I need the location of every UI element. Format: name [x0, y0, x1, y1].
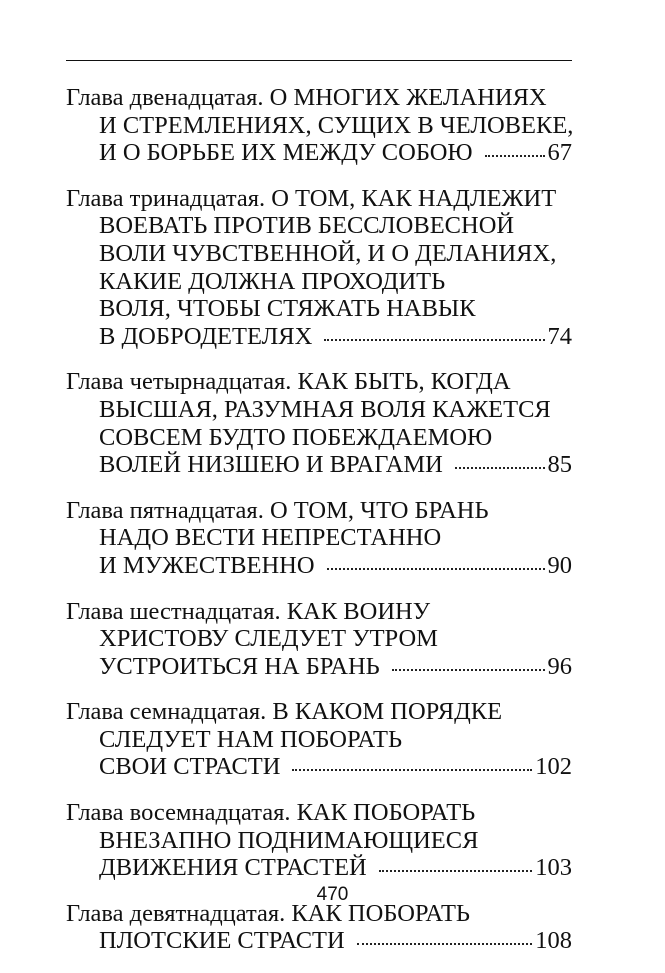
- toc-page-number: 108: [535, 927, 572, 955]
- toc-entry-heading: Глава восемнадцатая. КАК ПОБОРАТЬ: [66, 799, 476, 827]
- dot-leader: [379, 870, 532, 872]
- toc-page-number: 67: [547, 139, 572, 167]
- toc-entry-heading: Глава пятнадцатая. О ТОМ, ЧТО БРАНЬ: [66, 496, 489, 524]
- toc-entry-line: СВОИ СТРАСТИ: [99, 753, 281, 781]
- toc-entry-last-line: [66, 854, 572, 882]
- toc-page-number: 74: [547, 322, 572, 350]
- toc-page-number: 103: [535, 854, 572, 882]
- toc-entry-line: И СТРЕМЛЕНИЯХ, СУЩИХ В ЧЕЛОВЕКЕ,: [99, 111, 574, 139]
- toc-entry: [66, 900, 572, 955]
- dot-leader: [324, 339, 544, 341]
- dot-leader: [455, 467, 545, 469]
- toc-entry-line: ВОЛИ ЧУВСТВЕННОЙ, И О ДЕЛАНИЯХ,: [99, 239, 557, 267]
- toc-entry-line: НАДО ВЕСТИ НЕПРЕСТАННО: [99, 524, 442, 552]
- toc-entry-heading: Глава тринадцатая. О ТОМ, КАК НАДЛЕЖИТ: [66, 184, 557, 212]
- toc-entry-last-line: [66, 927, 572, 955]
- toc-entry-line: СЛЕДУЕТ НАМ ПОБОРАТЬ: [99, 725, 403, 753]
- toc-page-number: 102: [535, 753, 572, 781]
- toc-entry-line: ВОЕВАТЬ ПРОТИВ БЕССЛОВЕСНОЙ: [99, 212, 515, 240]
- toc-entry: [66, 185, 572, 351]
- dot-leader: [327, 568, 545, 570]
- toc-entry: [66, 598, 572, 681]
- dot-leader: [485, 155, 545, 157]
- toc-entry-heading: Глава четырнадцатая. КАК БЫТЬ, КОГДА: [66, 368, 511, 396]
- dot-leader: [292, 769, 532, 771]
- toc-entry: [66, 84, 572, 167]
- toc-entry-heading: Глава девятнадцатая. КАК ПОБОРАТЬ: [66, 899, 470, 927]
- toc-entry-line: ВЫСШАЯ, РАЗУМНАЯ ВОЛЯ КАЖЕТСЯ: [99, 395, 551, 423]
- toc-entry-heading: Глава шестнадцатая. КАК ВОИНУ: [66, 597, 431, 625]
- toc-entry-last-line: [66, 139, 572, 167]
- toc-entry-last-line: [66, 753, 572, 781]
- header-rule: [66, 60, 572, 61]
- toc-entry-line: ПЛОТСКИЕ СТРАСТИ: [99, 927, 345, 955]
- toc-entry-line: УСТРОИТЬСЯ НА БРАНЬ: [99, 652, 380, 680]
- toc-entry: [66, 698, 572, 781]
- dot-leader: [357, 943, 533, 945]
- dot-leader: [392, 669, 545, 671]
- toc-entry-line: КАКИЕ ДОЛЖНА ПРОХОДИТЬ: [99, 267, 446, 295]
- toc-entry: [66, 497, 572, 580]
- page-number: 470: [316, 884, 349, 905]
- toc-entry-last-line: [66, 323, 572, 351]
- toc-entry-line: ДВИЖЕНИЯ СТРАСТЕЙ: [99, 854, 367, 882]
- toc-entry-last-line: [66, 653, 572, 681]
- toc-entry-last-line: [66, 451, 572, 479]
- toc-page-number: 90: [547, 551, 572, 579]
- toc-entry-last-line: [66, 552, 572, 580]
- toc-entry-heading: Глава двенадцатая. О МНОГИХ ЖЕЛАНИЯХ: [66, 84, 547, 111]
- toc-entry: [66, 368, 572, 478]
- toc-entry-line: ХРИСТОВУ СЛЕДУЕТ УТРОМ: [99, 625, 438, 653]
- toc-page-number: 85: [547, 451, 572, 479]
- toc-entry-heading: Глава семнадцатая. В КАКОМ ПОРЯДКЕ: [66, 698, 503, 726]
- toc-entry-line: СОВСЕМ БУДТО ПОБЕЖДАЕМОЮ: [99, 423, 493, 451]
- toc-entry-line: И О БОРЬБЕ ИХ МЕЖДУ СОБОЮ: [99, 139, 473, 167]
- toc-entry: [66, 799, 572, 882]
- toc-entry-line: ВОЛЯ, ЧТОБЫ СТЯЖАТЬ НАВЫК: [99, 295, 476, 323]
- toc-entry-line: И МУЖЕСТВЕННО: [99, 551, 315, 579]
- table-of-contents: [66, 84, 572, 973]
- toc-entry-line: ВОЛЕЙ НИЗШЕЮ И ВРАГАМИ: [99, 451, 443, 479]
- toc-entry-line: ВНЕЗАПНО ПОДНИМАЮЩИЕСЯ: [99, 826, 479, 854]
- toc-page-number: 96: [547, 652, 572, 680]
- toc-entry-line: В ДОБРОДЕТЕЛЯХ: [99, 322, 313, 350]
